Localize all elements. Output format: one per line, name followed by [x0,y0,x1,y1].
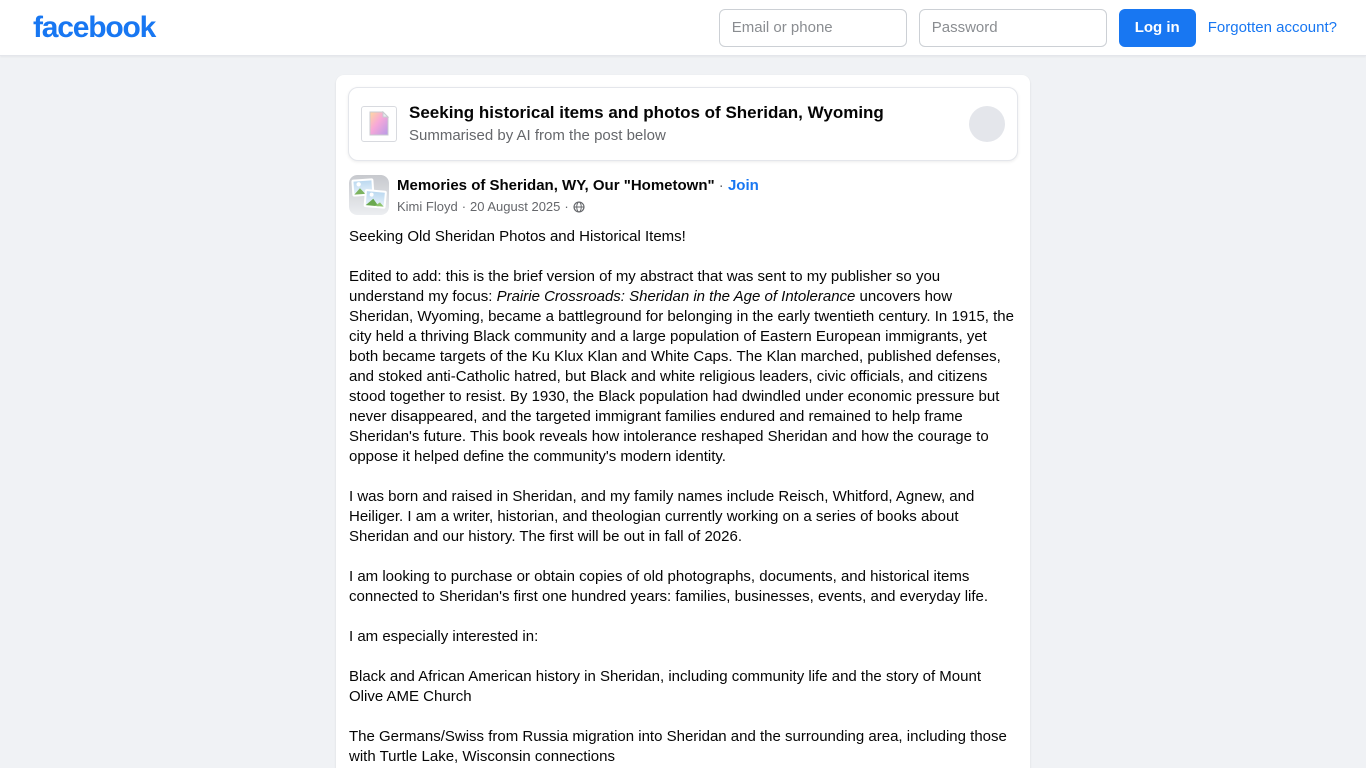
post-paragraph: Seeking Old Sheridan Photos and Historical Items! [349,228,686,245]
post-paragraph: Black and African American history in Sheridan, including community life and the story of Mount Olive AME Church [349,668,981,705]
post-card [336,75,1030,768]
post-header-texts [397,175,759,215]
photo-placeholder-icon [349,175,389,215]
post-paragraph: I am especially interested in: [349,628,539,645]
document-gradient-icon [368,111,390,137]
post-paragraph: The Germans/Swiss from Russia migration into Sheridan and the surrounding area, including those with Turtle Lake, Wisconsin connections [349,728,1007,765]
page-wrapper [0,56,1366,768]
ai-summary-card [348,87,1018,161]
password-field[interactable] [919,9,1107,47]
summary-texts [409,102,957,146]
post-meta-line [397,198,759,215]
forgotten-account-link[interactable]: Forgotten account? [1207,19,1337,36]
separator-dot: · [564,199,569,214]
separator-dot: · [461,199,467,214]
group-name-link[interactable]: Memories of Sheridan, WY, Our "Hometown" [397,177,715,194]
summary-title: Seeking historical items and photos of Sheridan, Wyoming [409,103,884,122]
globe-icon [573,201,585,213]
book-title-italic: Prairie Crossroads: Sheridan in the Age of Intolerance [496,288,856,305]
login-button[interactable]: Log in [1119,9,1196,47]
top-navbar [0,0,1366,56]
post-paragraph: I was born and raised in Sheridan, and my family names include Reisch, Whitford, Agnew, and Heiliger. I am a writer, historian, and theologian currently working on a series of books about Sheridan and our history. The first will be out in fall of 2026. [349,488,975,545]
separator-dot: · [718,177,724,194]
group-avatar[interactable] [349,175,389,215]
summary-subtitle: Summarised by AI from the post below [409,127,666,144]
collapse-summary-button[interactable] [969,106,1005,142]
post-header [349,175,1017,215]
facebook-logo[interactable]: facebook [33,10,156,44]
post-date: 20 August 2025 [470,199,561,214]
post-paragraph: Edited to add: this is the brief version of my abstract that was sent to my publisher so you understand my focus: Prairie Crossroads: Sheridan in the Age of Intolerance uncovers how Sheridan, Wyoming, became a battleground for belonging in the early twentieth century. In 1915, the city held a thriving Black community and a large population of Eastern European immigrants, yet both became targets of the Ku Klux Klan and White Caps. The Klan marched, published defenses, and stoked anti-Catholic hatred, but Black and white religious leaders, civic officials, and citizens stood together to resist. By 1930, the Black population had dwindled under economic pressure but never disappeared, and the targeted immigrant families endured and remained to help frame Sheridan's future. This book reveals how intolerance reshaped Sheridan and how the courage to oppose it helped define the community's modern identity. [349,268,1014,465]
email-field[interactable] [719,9,907,47]
join-button[interactable]: Join [727,177,759,194]
author-link[interactable]: Kimi Floyd [397,199,458,214]
ai-summary-document-icon [361,106,397,142]
post-body [349,227,1017,767]
login-form [719,9,1337,47]
group-title-line [397,176,759,196]
post-paragraph: I am looking to purchase or obtain copies of old photographs, documents, and historical items connected to Sheridan's first one hundred years: families, businesses, events, and everyday life. [349,568,989,605]
